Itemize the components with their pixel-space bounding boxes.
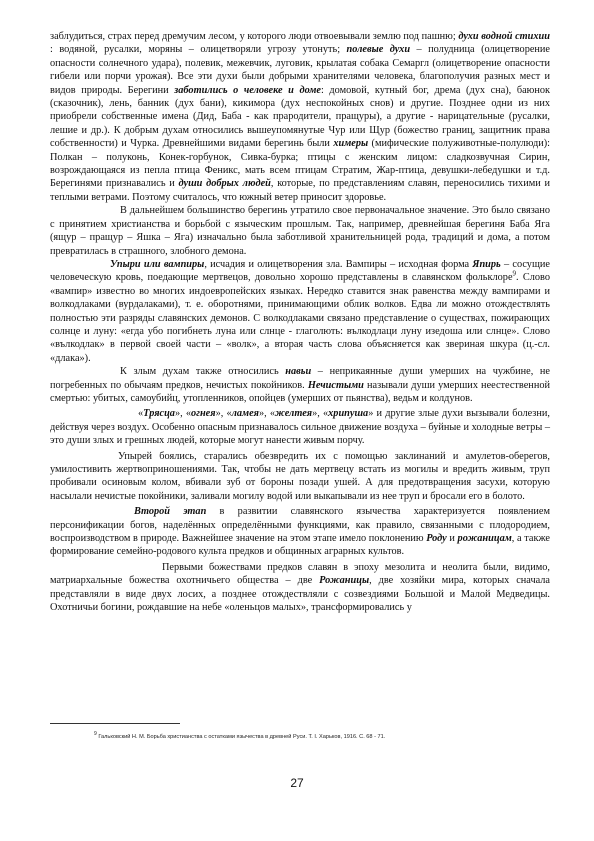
term-khripusha: хрипуша bbox=[328, 408, 369, 420]
text-run: в развитии славянского язычества характеризуется появлением персонификации богов, наделённых определёнными функциями, как правило, связанными с плодородием, воспроизводством в природе. Важнейшее значение на этом этапе имело поклонению bbox=[50, 506, 550, 545]
term-yapir: Япирь bbox=[472, 258, 501, 270]
page-body bbox=[50, 30, 550, 614]
text-run: и bbox=[446, 533, 458, 545]
text-run: – полудница (олицетворение опасности солнечного удара), полевик, межевчик, луговик, крылатая собака Семаргл (олицетворение опасности гибели или порчи урожая). Все эти духи были добрыми хранителями человека, благополучия разных мест и видов природы. Берегини bbox=[50, 44, 551, 96]
paragraph-1 bbox=[50, 30, 550, 204]
term-rozhanitsy: Рожаницы bbox=[319, 575, 370, 587]
text-run: – неприкаянные души умерших на чужбине, не погребенных по обычаям предков, нечистых покойников. bbox=[50, 366, 550, 391]
term-care-for-home: заботились о человеке и доме bbox=[174, 84, 321, 96]
text-run: », « bbox=[215, 408, 232, 420]
text-run: – сосущие человеческую кровь, поедающие мертвецов, довольно хорошо представлены в славянском фольклоре bbox=[50, 258, 550, 284]
term-navi: навьи bbox=[285, 366, 312, 378]
term-rozhanitsy-lower: рожаницам bbox=[457, 533, 512, 545]
paragraph-7 bbox=[50, 505, 550, 559]
text-run: называли души умерших неестественной смертью: убитых, самоубийц, утопленников, опойцев (умерших от пьянства), ведьм и колдунов. bbox=[50, 379, 550, 404]
paragraph-6: Упырей боялись, старались обезвредить их с помощью заклинаний и амулетов-оберегов, умилостивить жертвоприношениями. Так, чтобы не дать мертвецу встать из могилы и вредить живым, труп пробивали осиновым колом, вбивали зуб от бороны позади ушей. А для предотвращения засухи, которую насылали нечистые покойники, заливали могилу водой или выкапывали из нее труп и бросали его в болото. bbox=[50, 450, 550, 502]
term-rod: Роду bbox=[426, 533, 447, 545]
text-run: заблудиться, страх перед дремучим лесом, у которого люди отвоевывали землю под пашню; bbox=[50, 31, 456, 42]
paragraph-5 bbox=[50, 407, 550, 447]
term-unclean: Нечистыми bbox=[307, 379, 364, 391]
text-run: », « bbox=[312, 408, 329, 420]
footnote-text: Гальковский Н. М. Борьба христианства с остатками язычества в древней Руси. Т. I. Харьков, 1916. С. 68 - 71. bbox=[96, 734, 386, 740]
term-lameya: ламея bbox=[231, 408, 259, 420]
text-run: Первыми божествами предков славян в эпоху мезолита и неолита были, видимо, матриархальные божества охотничьего общества – две bbox=[50, 561, 550, 587]
page-number: 27 bbox=[290, 776, 304, 790]
paragraph-4 bbox=[50, 365, 550, 405]
footnote-marker[interactable]: 9 bbox=[512, 269, 517, 278]
term-chimeras: химеры bbox=[333, 138, 369, 150]
term-field-spirits: полевые духи bbox=[346, 44, 411, 56]
text-run: : водяной, русалки, моряны – олицетворяли угрозу утонуть; bbox=[50, 44, 341, 56]
paragraph-2: В дальнейшем большинство берегинь утратило свое первоначальное значение. Это было связано с принятием христианства и борьбой с языческим прошлым. Так, например, древнейшая берегиня Баба Яга (ящур – пращур – Яшка – Яга) изначально была заботливой хранительницей рода, традиций и дома, а потом превратилась в страшного, злобного демона. bbox=[50, 205, 550, 257]
text-run: : домовой, кутный бог, дрема (дух сна), баюнок (сказочник), лень, банник (дух бани), кикимора (дух неспокойных снов) и другие. Позднее одни из них приобрели собственные имена (Дид, Баба - как прародители, пращуры), а другие - нарицательные (русалки, лешие и др.). К добрым духам относились вышеупомянутые Чур или Щур (божество границ, защитник права собственности) и Чурка. Древнейшими видами берегинь были bbox=[50, 84, 551, 150]
text-run: , исчадия и олицетворения зла. Вампиры – исходная форма bbox=[204, 258, 470, 270]
term-ogneya: огнея bbox=[191, 408, 216, 420]
text-run: », « bbox=[259, 408, 276, 420]
text-run: , две хозяйки мира, которых сначала представляли в виде двух лосих, а позднее отождествляли с созвездиями Большой и Малой Медведицы. Охотничьи богини, рождавшие на небе «оленьцов малых», трансформировались у bbox=[50, 575, 550, 614]
text-run: « bbox=[138, 408, 144, 420]
text-run: , а также формирование семейно-родового культа предков и общинных аграрных культов. bbox=[50, 533, 550, 558]
text-run: . Слово «вампир» известно во многих индоевропейских языках. Нередко ставится знак равенства между вампирами и волкодлаками (вурдалаками), т. е. оборотнями, принимающими облик волков. Едва ли можно отождествлять полностью эти разряды славянских демонов. С волкодлаками связано представление о существах, пожирающих солнце и луну: «егда убо погибнеть луна или слнце - глаголють: вълкодлаци луну изедоша или слнце». Слово «вълкодлак» в первой своей части – «волк», а вторая часть слова объясняется как звериная шкура (ц.-сл. «длака»). bbox=[50, 272, 550, 364]
term-second-stage: Второй этап bbox=[134, 506, 207, 518]
text-run: » и другие злые духи вызывали болезни, действуя через воздух. Особенно опасным признавалось сильное движение воздуха – буйные и холодные ветры – это души злых и грешных людей, которые могут нанести живым порчу. bbox=[50, 408, 550, 447]
term-vampires: Упыри или вампиры bbox=[110, 258, 205, 270]
text-run: , которые, по представлениям славян, переносились тихими и теплыми ветрами. Поэтому считалось, что южный ветер приносит здоровье. bbox=[50, 178, 550, 203]
term-water-spirits: духи водной стихии bbox=[458, 31, 550, 42]
footnote bbox=[94, 731, 386, 740]
paragraph-3 bbox=[50, 258, 550, 365]
text-run: », « bbox=[174, 408, 192, 420]
term-zhelteya: желтея bbox=[275, 408, 313, 420]
text-run: (мифические полуживотные-полулюди): Полкан – полуконь, Конек-горбунок, Сивка-бурка; птицы с женским лицом: сладкозвучная Сирин, возрождающаяся из пепла птица Феникс, мать всем птицам Стратим, Жар-птица, девушки-лебедушки и т.д. Берегинями признавались и bbox=[50, 138, 551, 190]
paragraph-8 bbox=[50, 561, 550, 615]
footnote-divider bbox=[50, 723, 180, 724]
term-good-souls: души добрых людей bbox=[178, 178, 271, 190]
text-run: К злым духам также относились bbox=[120, 366, 279, 378]
term-tryastsa: Трясца bbox=[143, 408, 175, 420]
footnote-number: 9 bbox=[94, 731, 97, 738]
